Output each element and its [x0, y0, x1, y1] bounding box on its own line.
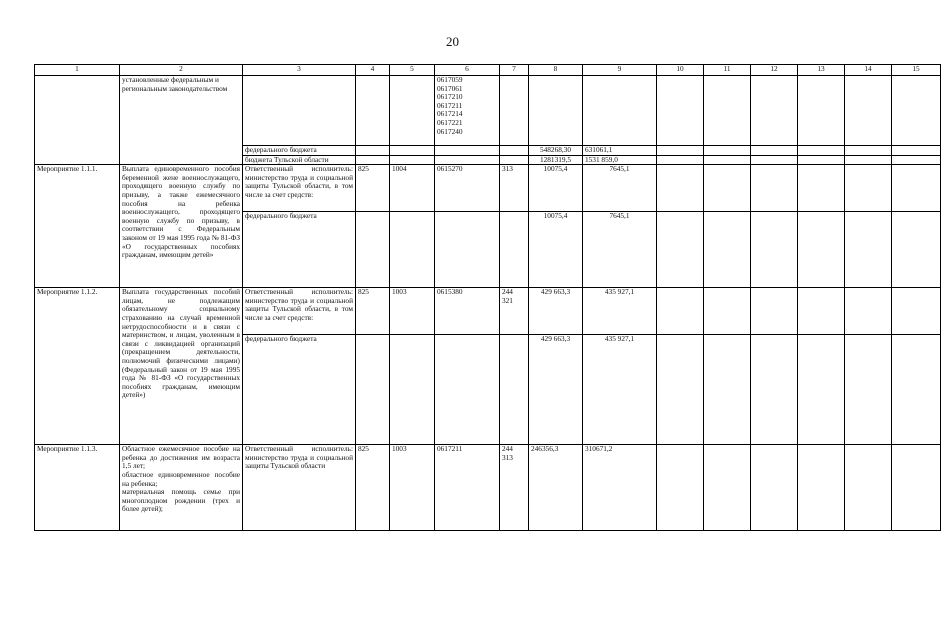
amount: 1281319,5 [529, 155, 583, 165]
col-header: 14 [845, 65, 892, 76]
event-name: Мероприятие 1.1.2. [35, 288, 120, 445]
event-description: Выплата государственных пособий лицам, не подлежащим обязательному социальному страхованию на случай временной нетрудоспособности и в связи с материнством, и лицам, уволенным в связи с ликвидацией организаций (прекращением деятельности, полномочий физическими лицами) (Федеральный закон от 19 мая 1995 года № 81-ФЗ «О государственных пособиях гражданам, имеющим детей») [120, 288, 243, 445]
code-section: 1003 [390, 445, 435, 531]
amount: 7645,1 [583, 212, 657, 288]
amount: 10075,4 [529, 165, 583, 212]
col-header: 4 [356, 65, 390, 76]
code-target: 0615380 [435, 288, 500, 335]
col-header: 11 [704, 65, 751, 76]
funding-source: бюджета Тульской области [243, 155, 356, 165]
amount: 429 663,3 [529, 288, 583, 335]
table-row [35, 165, 941, 212]
code-target: 0615270 [435, 165, 500, 212]
col-header: 15 [892, 65, 941, 76]
amount: 246356,3 [529, 445, 583, 531]
responsible-executor: Ответственный исполнитель: министерство труда и социальной защиты Тульской области [243, 445, 356, 531]
amount: 429 663,3 [529, 335, 583, 445]
amount: 1531 859,0 [583, 155, 657, 165]
table-row [35, 76, 941, 146]
col-header: 8 [529, 65, 583, 76]
amount: 548268,30 [529, 146, 583, 156]
event-name: Мероприятие 1.1.1. [35, 165, 120, 288]
code-target: 0617211 [435, 445, 500, 531]
amount: 310671,2 [583, 445, 657, 531]
col-header: 3 [243, 65, 356, 76]
col-header: 2 [120, 65, 243, 76]
col-header: 13 [798, 65, 845, 76]
event-description: Областное ежемесячное пособие на ребенка до достижения им возраста 1,5 лет; областное единовременное пособие на ребенка; материальная помощь семье при многоплодном рождении (трех и более детей); [120, 445, 243, 531]
amount: 435 927,1 [583, 288, 657, 335]
col-header: 1 [35, 65, 120, 76]
amount: 435 927,1 [583, 335, 657, 445]
funding-source: федерального бюджета [243, 146, 356, 156]
col-header: 10 [657, 65, 704, 76]
program-table [34, 64, 941, 531]
page-number: 20 [446, 34, 459, 49]
amount: 631061,1 [583, 146, 657, 156]
funding-source: федерального бюджета [243, 212, 356, 288]
event-description: Выплата единовременного пособия беременной жене военнослужащего, проходящего военную службу по призыву, а также ежемесячного пособия на ребенка военнослужащего, проходящего военную службу по призыву, в соответствии с Федеральным законом от 19 мая 1995 года № 81-ФЗ «О государственных пособиях гражданам, имеющим детей» [120, 165, 243, 288]
table-row [35, 445, 941, 531]
responsible-executor: Ответственный исполнитель: министерство труда и социальной защиты Тульской области, в том числе за счет средств: [243, 165, 356, 212]
col-header: 6 [435, 65, 500, 76]
code-section: 1003 [390, 288, 435, 335]
code-grbs: 825 [356, 165, 390, 212]
table-row [35, 288, 941, 335]
measure-description: установленные федеральным и региональным законодательством [120, 76, 243, 165]
amount: 10075,4 [529, 212, 583, 288]
code-grbs: 825 [356, 288, 390, 335]
code-type: 244 313 [500, 445, 529, 531]
responsible-executor: Ответственный исполнитель: министерство труда и социальной защиты Тульской области, в том числе за счет средств: [243, 288, 356, 335]
code-type: 244 321 [500, 288, 529, 335]
kbk-codes: 0617059 0617061 0617210 0617211 0617214 0617221 0617240 [435, 76, 500, 146]
col-header: 9 [583, 65, 657, 76]
code-section: 1004 [390, 165, 435, 212]
header-row [35, 65, 941, 76]
code-type: 313 [500, 165, 529, 212]
col-header: 12 [751, 65, 798, 76]
col-header: 7 [500, 65, 529, 76]
funding-source: федерального бюджета [243, 335, 356, 445]
amount: 7645,1 [583, 165, 657, 212]
code-grbs: 825 [356, 445, 390, 531]
col-header: 5 [390, 65, 435, 76]
event-name: Мероприятие 1.1.3. [35, 445, 120, 531]
